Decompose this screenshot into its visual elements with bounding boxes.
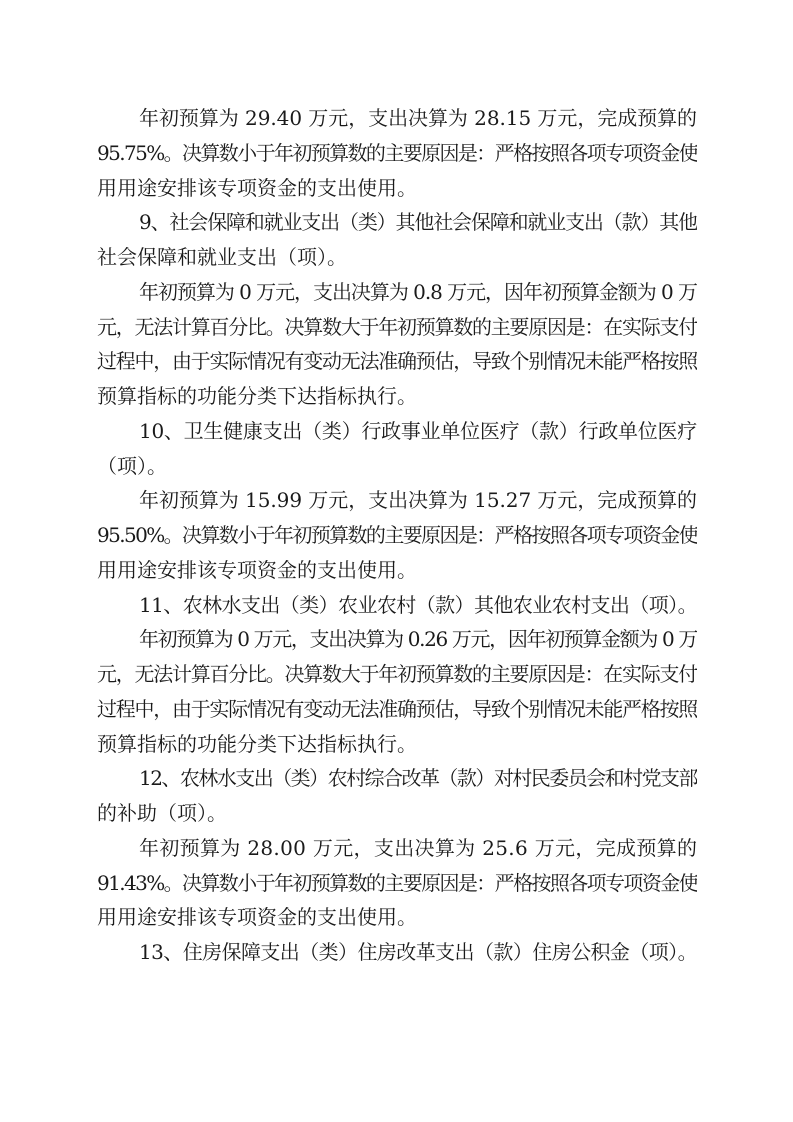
text-line: 13、住房保障支出（类）住房改革支出（款）住房公积金（项）。 bbox=[139, 940, 697, 964]
budget-paragraph-item-10 bbox=[97, 483, 697, 587]
text-line: 年初预算为 15.99 万元，支出决算为 15.27 万元，完成预算的 bbox=[139, 488, 697, 513]
section-heading-item-11 bbox=[97, 588, 697, 623]
text-line: 12、农林水支出（类）农村综合改革（款）对村民委员会和村党支部 bbox=[139, 766, 697, 791]
text-line: 社会保障和就业支出（项）。 bbox=[97, 245, 347, 269]
section-heading-item-12 bbox=[97, 761, 697, 831]
text-line: 元，无法计算百分比。决算数大于年初预算数的主要原因是：在实际支付 bbox=[97, 314, 697, 339]
text-line: 用用途安排该专项资金的支出使用。 bbox=[97, 175, 417, 200]
text-line: 的补助（项）。 bbox=[97, 801, 227, 825]
text-line: 年初预算为 0 万元，支出决算为 0.26 万元，因年初预算金额为 0 万 bbox=[139, 627, 697, 652]
section-heading-item-9 bbox=[97, 205, 697, 275]
text-line: 91.43%。决算数小于年初预算数的主要原因是：严格按照各项专项资金使 bbox=[97, 870, 697, 895]
budget-paragraph-item-8 bbox=[97, 101, 697, 205]
text-line: （项）。 bbox=[97, 453, 167, 478]
document-page bbox=[97, 101, 697, 970]
text-line: 过程中，由于实际情况有变动无法准确预估，导致个别情况未能严格按照 bbox=[97, 696, 697, 721]
budget-paragraph-item-12 bbox=[97, 831, 697, 935]
text-line: 10、卫生健康支出（类）行政事业单位医疗（款）行政单位医疗 bbox=[139, 418, 697, 443]
text-line: 预算指标的功能分类下达指标执行。 bbox=[97, 731, 417, 756]
budget-paragraph-item-11 bbox=[97, 622, 697, 761]
text-line: 预算指标的功能分类下达指标执行。 bbox=[97, 384, 417, 408]
text-line: 用用途安排该专项资金的支出使用。 bbox=[97, 905, 417, 930]
section-heading-item-13 bbox=[97, 935, 697, 970]
section-heading-item-10 bbox=[97, 414, 697, 484]
text-line: 年初预算为 28.00 万元，支出决算为 25.6 万元，完成预算的 bbox=[139, 835, 697, 860]
text-line: 11、农林水支出（类）农业农村（款）其他农业农村支出（项）。 bbox=[139, 592, 697, 617]
text-line: 9、社会保障和就业支出（类）其他社会保障和就业支出（款）其他 bbox=[139, 210, 697, 235]
text-line: 95.75%。决算数小于年初预算数的主要原因是：严格按照各项专项资金使 bbox=[97, 140, 697, 165]
text-line: 用用途安排该专项资金的支出使用。 bbox=[97, 557, 417, 582]
budget-paragraph-item-9 bbox=[97, 275, 697, 414]
text-line: 年初预算为 29.40 万元，支出决算为 28.15 万元，完成预算的 bbox=[139, 106, 697, 130]
text-line: 95.50%。决算数小于年初预算数的主要原因是：严格按照各项专项资金使 bbox=[97, 523, 697, 547]
text-line: 元，无法计算百分比。决算数大于年初预算数的主要原因是：在实际支付 bbox=[97, 662, 697, 686]
text-line: 年初预算为 0 万元，支出决算为 0.8 万元，因年初预算金额为 0 万 bbox=[139, 279, 697, 304]
text-line: 过程中，由于实际情况有变动无法准确预估，导致个别情况未能严格按照 bbox=[97, 349, 697, 374]
